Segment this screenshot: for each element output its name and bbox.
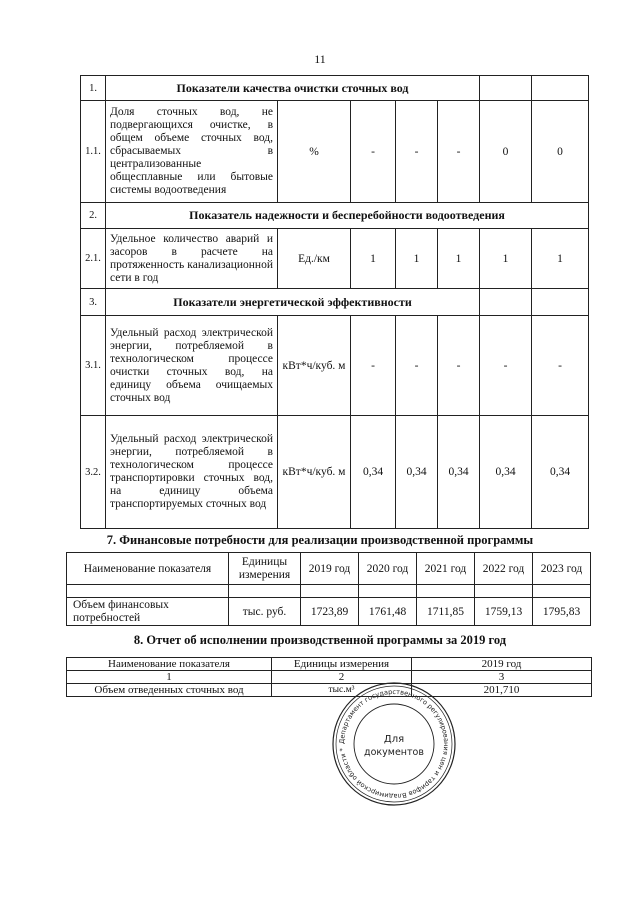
row-value: 0,34 — [438, 416, 480, 529]
report-table — [66, 657, 592, 697]
table-row — [81, 101, 589, 203]
column-header: 2019 год — [412, 658, 592, 671]
table-row — [81, 316, 589, 416]
spacer-row — [67, 585, 591, 598]
section-number: 2. — [81, 203, 106, 229]
row-name: Объем финансовых потребностей — [67, 598, 229, 626]
row-description: Удельный расход электрической энергии, потребляемой в технологическом процессе очистки сточных вод, на единицу объема очищаемых сточных вод — [106, 316, 278, 416]
row-unit: Ед./км — [278, 229, 351, 289]
row-value: 0 — [532, 101, 589, 203]
row-value: 1 — [396, 229, 438, 289]
row-value: 1 — [532, 229, 589, 289]
row-value: 1759,13 — [475, 598, 533, 626]
row-unit: кВт*ч/куб. м — [278, 416, 351, 529]
row-description: Удельный расход электрической энергии, потребляемой в технологическом процессе транспортировки сточных вод, на единицу объема транспортируемых сточных вод — [106, 416, 278, 529]
header-row — [67, 553, 591, 585]
row-unit: кВт*ч/куб. м — [278, 316, 351, 416]
table-row — [67, 684, 592, 697]
section-title: Показатель надежности и бесперебойности водоотведения — [106, 203, 589, 229]
column-header: 2021 год — [417, 553, 475, 585]
row-description: Удельное количество аварий и засоров в расчете на протяженность канализационной сети в год — [106, 229, 278, 289]
row-number: 3.2. — [81, 416, 106, 529]
stamp-ring-text: Департамент государственного регулирования цен и тарифов Владимирской области * — [337, 687, 451, 801]
section-number: 1. — [81, 76, 106, 101]
table-row — [81, 229, 589, 289]
row-value: - — [396, 101, 438, 203]
row-value: 1 — [480, 229, 532, 289]
row-unit: тыс. руб. — [229, 598, 301, 626]
row-value: 1 — [438, 229, 480, 289]
row-value: 1 — [351, 229, 396, 289]
row-value: 1711,85 — [417, 598, 475, 626]
column-header: 2019 год — [301, 553, 359, 585]
row-unit: тыс.м³ — [272, 684, 412, 697]
row-name: Объем отведенных сточных вод — [67, 684, 272, 697]
section-number: 3. — [81, 289, 106, 316]
row-value: 0,34 — [532, 416, 589, 529]
section-row — [81, 76, 589, 101]
row-value: - — [396, 316, 438, 416]
column-index: 1 — [67, 671, 272, 684]
financial-table — [66, 552, 591, 626]
document-stamp — [330, 680, 458, 808]
row-value: - — [480, 316, 532, 416]
section-row — [81, 203, 589, 229]
row-unit: % — [278, 101, 351, 203]
section-8-heading: 8. Отчет об исполнении производственной программы за 2019 год — [133, 633, 507, 647]
indicators-table — [80, 75, 589, 529]
stamp-center-line-1: Для — [383, 734, 405, 745]
row-value: 0,34 — [396, 416, 438, 529]
section-title: Показатели энергетической эффективности — [106, 289, 480, 316]
column-header: 2020 год — [359, 553, 417, 585]
index-row — [67, 671, 592, 684]
row-number: 1.1. — [81, 101, 106, 203]
row-value: 1723,89 — [301, 598, 359, 626]
table-row — [67, 598, 591, 626]
column-header: 2022 год — [475, 553, 533, 585]
column-header: Единицы измерения — [272, 658, 412, 671]
section-title: Показатели качества очистки сточных вод — [106, 76, 480, 101]
row-value: 0,34 — [480, 416, 532, 529]
header-row — [67, 658, 592, 671]
row-value: 0 — [480, 101, 532, 203]
column-header: 2023 год — [533, 553, 591, 585]
page-number: 11 — [314, 52, 326, 66]
row-description: Доля сточных вод, не подвергающихся очистке, в общем объеме сточных вод, сбрасываемых в централизованные общесплавные или бытовые системы водоотведения — [106, 101, 278, 203]
row-number: 3.1. — [81, 316, 106, 416]
stamp-center-line-2: документов — [364, 747, 424, 758]
row-value: 1795,83 — [533, 598, 591, 626]
row-value: 1761,48 — [359, 598, 417, 626]
column-index: 3 — [412, 671, 592, 684]
section-7-heading: 7. Финансовые потребности для реализации производственной программы — [106, 533, 534, 547]
column-header: Единицы измерения — [229, 553, 301, 585]
column-header: Наименование показателя — [67, 553, 229, 585]
row-value: 201,710 — [412, 684, 592, 697]
section-row — [81, 289, 589, 316]
row-value: - — [351, 316, 396, 416]
row-value: - — [438, 316, 480, 416]
row-value: - — [351, 101, 396, 203]
table-row — [81, 416, 589, 529]
row-value: - — [532, 316, 589, 416]
column-header: Наименование показателя — [67, 658, 272, 671]
row-number: 2.1. — [81, 229, 106, 289]
row-value: 0,34 — [351, 416, 396, 529]
column-index: 2 — [272, 671, 412, 684]
row-value: - — [438, 101, 480, 203]
